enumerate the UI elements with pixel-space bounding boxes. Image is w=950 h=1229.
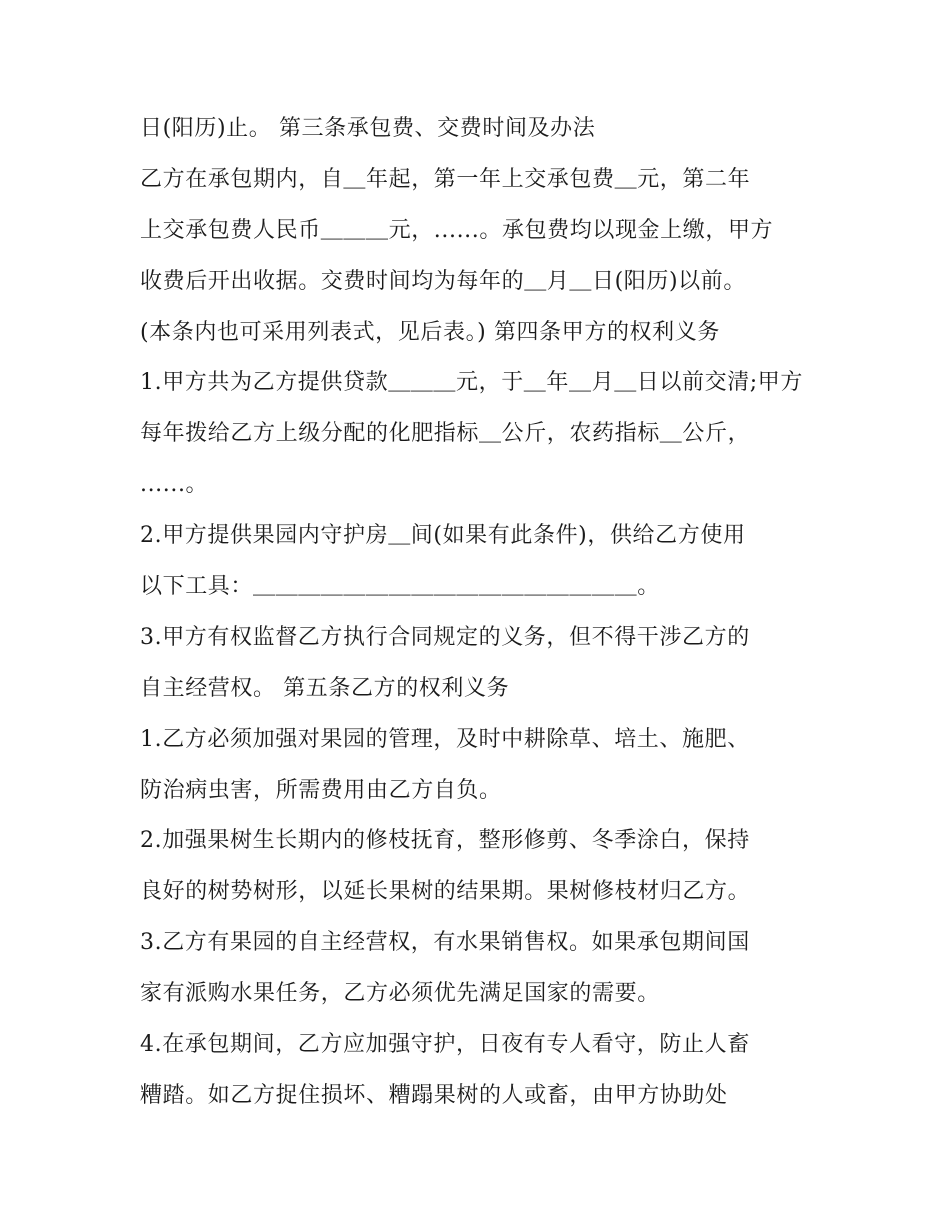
- text-line: 自主经营权。 第五条乙方的权利义务: [140, 675, 510, 701]
- text-line: 良好的树势树形，以延长果树的结果期。果树修枝材归乙方。: [140, 879, 751, 905]
- text-line: 日(阳历)止。 第三条承包费、交费时间及办法: [140, 116, 596, 141]
- text-line: 上交承包费人民币＿＿＿元，......。承包费均以现金上缴，甲方: [140, 217, 774, 243]
- text-line: 2.甲方提供果园内守护房＿间(如果有此条件)，供给乙方使用: [140, 523, 746, 549]
- text-line: 2.加强果树生长期内的修枝抚育，整形修剪、冬季涂白，保持: [140, 828, 750, 854]
- text-line: 糟踏。如乙方捉住损坏、糟蹋果树的人或畜，由甲方协助处: [140, 1082, 728, 1108]
- text-line: 家有派购水果任务，乙方必须优先满足国家的需要。: [140, 981, 660, 1007]
- contract-text-body: [140, 107, 820, 1125]
- text-line: 3.乙方有果园的自主经营权，有水果销售权。如果承包期间国: [140, 930, 750, 956]
- text-line: 乙方在承包期内，自＿年起，第一年上交承包费＿元，第二年: [140, 166, 751, 192]
- text-line: 1.乙方必须加强对果园的管理，及时中耕除草、培土、施肥、: [140, 726, 750, 752]
- text-line: 4.在承包期间，乙方应加强守护，日夜有专人看守，防止人畜: [140, 1032, 750, 1058]
- text-line: 收费后开出收据。交费时间均为每年的＿月＿日(阳历)以前。: [140, 268, 746, 294]
- text-line: 以下工具：＿＿＿＿＿＿＿＿＿＿＿＿＿＿＿＿＿。: [140, 574, 660, 600]
- text-line: 3.甲方有权监督乙方执行合同规定的义务，但不得干涉乙方的: [140, 624, 750, 650]
- text-line: 防治病虫害，所需费用由乙方自负。: [140, 777, 502, 803]
- text-line: (本条内也可采用列表式，见后表。) 第四条甲方的权利义务: [140, 319, 720, 345]
- text-line: 1.甲方共为乙方提供贷款＿＿＿元，于＿年＿月＿日以前交清;甲方: [140, 370, 804, 396]
- text-line: 每年拨给乙方上级分配的化肥指标＿公斤，农药指标＿公斤，: [140, 421, 751, 447]
- text-line: ......。: [140, 472, 209, 498]
